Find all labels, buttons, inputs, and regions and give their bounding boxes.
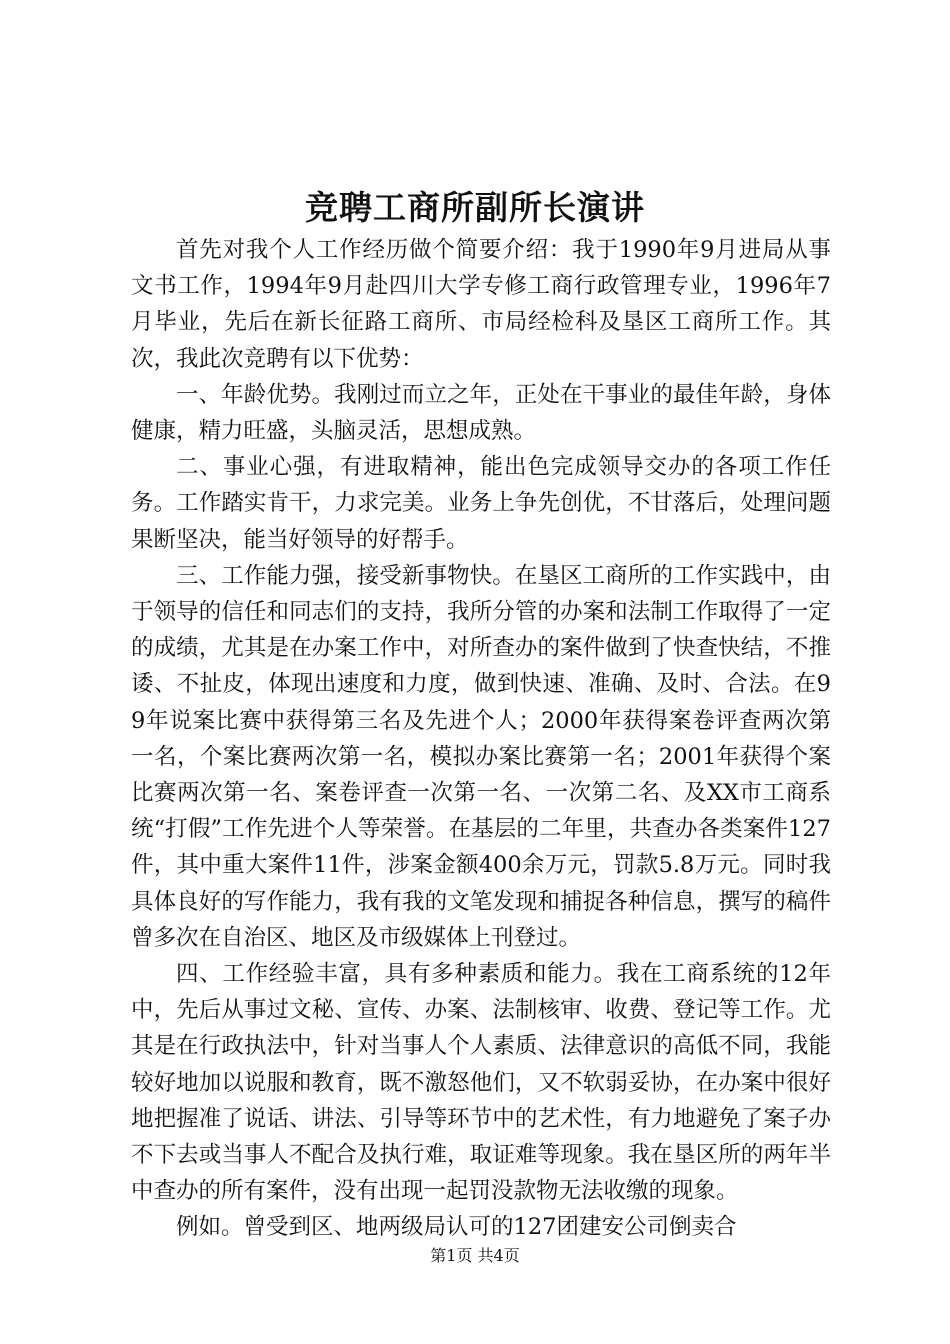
page-title: 竞聘工商所副所长演讲 bbox=[305, 188, 645, 227]
paragraph-experience: 四、工作经验丰富，具有多种素质和能力。我在工商系统的12年中，先后从事过文秘、宣传、办案、法制核审、收费、登记等工作。尤其是在行政执法中，针对当事人个人素质、法律意识的高低不同，我能较好地加以说服和教育，既不激怒他们，又不软弱妥协，在办案中很好地把握准了说话、讲法、引导等环节中的艺术性，有力地避免了案子办不下去或当事人不配合及执行难，取证难等现象。我在垦区所的两年半中查办的所有案件，没有出现一起罚没款物无法收缴的现象。 bbox=[131, 961, 831, 1205]
paragraph-work-ability: 三、工作能力强，接受新事物快。在垦区工商所的工作实践中，由于领导的信任和同志们的支持，我所分管的办案和法制工作取得了一定的成绩，尤其是在办案工作中，对所查办的案件做到了快查快结，不推诿、不扯皮，体现出速度和力度，做到快速、准确、及时、合法。在99年说案比赛中获得第三名及先进个人；2000年获得案卷评查两次第一名，个案比赛两次第一名，模拟办案比赛第一名；2001年获得个案比赛两次第一名、案卷评查一次第一名、一次第二名、及XX市工商系统“打假”工作先进个人等荣誉。在基层的二年里，共查办各类案件127件，其中重大案件11件，涉案金额400余万元，罚款5.8万元。同时我具体良好的写作能力，我有我的文笔发现和捕捉各种信息，撰写的稿件曾多次在自治区、地区及市级媒体上刊登过。 bbox=[131, 562, 831, 951]
paragraph-age-advantage: 一、年龄优势。我刚过而立之年，正处在干事业的最佳年龄，身体健康，精力旺盛，头脑灵活，思想成熟。 bbox=[131, 381, 831, 445]
paragraph-dedication: 二、事业心强，有进取精神，能出色完成领导交办的各项工作任务。工作踏实肯干，力求完美。业务上争先创优，不甘落后，处理问题果断坚决，能当好领导的好帮手。 bbox=[131, 454, 831, 553]
body-text bbox=[131, 232, 831, 1246]
paragraph-intro: 首先对我个人工作经历做个简要介绍：我于1990年9月进局从事文书工作，1994年9月赴四川大学专修工商行政管理专业，1996年7月毕业，先后在新长征路工商所、市局经检科及垦区工商所工作。其次，我此次竞聘有以下优势： bbox=[131, 237, 831, 372]
paragraph-example: 例如。曾受到区、地两级局认可的127团建安公司倒卖合 bbox=[176, 1214, 737, 1241]
page-footer: 第1页 共4页 bbox=[430, 1246, 520, 1265]
